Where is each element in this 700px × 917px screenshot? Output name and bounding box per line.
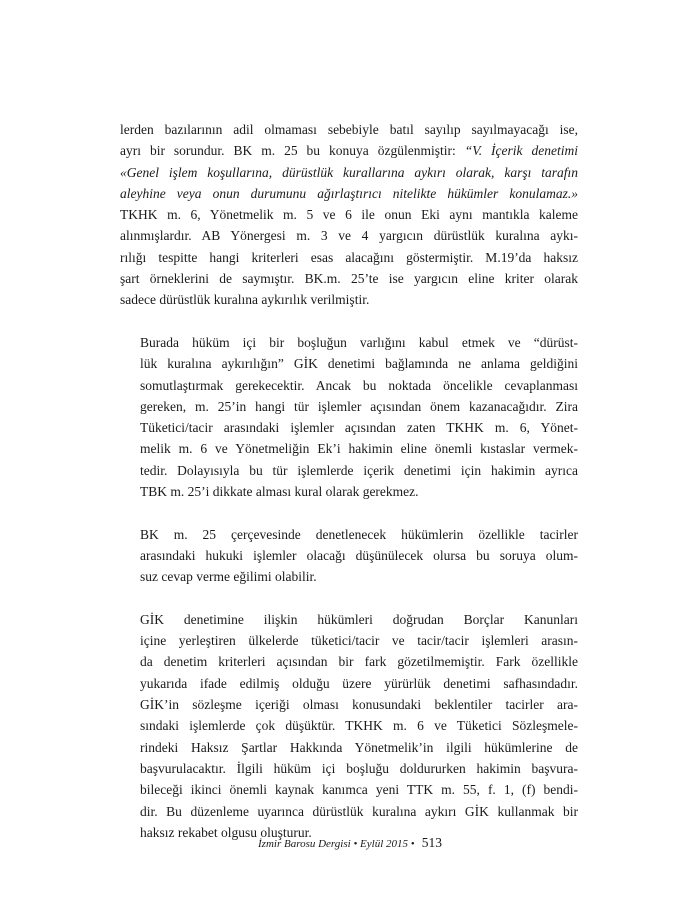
text-segment: Burada hüküm içi bir boşluğun varlığını kabul etmek ve “dürüst- — [140, 334, 578, 350]
text-segment: içine yerleştiren ülkelerde tüketici/tacir ve tacir/tacir işlemleri arasın- — [140, 633, 578, 649]
page-footer — [0, 835, 700, 851]
text-line — [120, 524, 578, 545]
text-segment: alınmışlardır. AB Yönergesi m. 3 ve 4 yargıcın dürüstlük kuralına aykı- — [120, 228, 578, 244]
text-segment: TBK m. 25’i dikkate alması kural olarak gerekmez. — [140, 484, 419, 500]
text-segment: arasındaki hukuki işlemler olacağı düşünülecek olursa bu soruya olum- — [140, 547, 578, 563]
text-line — [120, 481, 578, 502]
text-segment: suz cevap verme eğilimi olabilir. — [140, 569, 317, 585]
text-line — [120, 204, 578, 225]
paragraph-2 — [120, 332, 578, 502]
text-segment: GİK’in sözleşme içeriği olması konusundaki beklentiler tacirler ara- — [140, 697, 578, 713]
text-segment: haksız rekabet olgusu oluşturur. — [140, 824, 312, 840]
text-line — [120, 673, 578, 694]
text-segment: tedir. Dolayısıyla bu tür işlemlerde içerik denetimi için hakimin ayrıca — [140, 462, 578, 478]
text-line — [120, 353, 578, 374]
text-line — [120, 779, 578, 800]
text-segment: şart örneklerini de saymıştır. BK.m. 25’te ise yargıcın eline kriter olarak — [120, 271, 578, 287]
journal-citation: İzmir Barosu Dergisi • Eylül 2015 • — [258, 838, 415, 850]
paragraph-3 — [120, 524, 578, 588]
paragraph-4 — [120, 609, 578, 843]
text-line — [120, 651, 578, 672]
text-line — [120, 758, 578, 779]
text-line — [120, 460, 578, 481]
text-line — [120, 566, 578, 587]
text-line — [120, 375, 578, 396]
italic-quote-segment: «Genel işlem koşullarına, dürüstlük kurallarına aykırı olarak, karşı tarafın — [120, 164, 578, 180]
text-line — [120, 119, 578, 140]
text-segment: yukarıda ifade edilmiş olduğu üzere yürürlük denetimi safhasındadır. — [140, 675, 578, 691]
text-line — [120, 630, 578, 651]
text-segment: GİK denetimine ilişkin hükümleri doğrudan Borçlar Kanunları — [140, 611, 578, 627]
text-segment: TKHK m. 6, Yönetmelik m. 5 ve 6 ile onun Eki aynı mantıkla kaleme — [120, 207, 578, 223]
text-line — [120, 609, 578, 630]
text-segment: bileceği ikinci önemli kaynak kanımca yeni TTK m. 55, f. 1, (f) bendi- — [140, 782, 578, 798]
text-segment: sındaki işlemlerde çok düşüktür. TKHK m. 6 ve Tüketici Sözleşmele- — [140, 718, 578, 734]
text-segment: melik m. 6 ve Yönetmeliğin Ek’i hakimin eline önemli kıstaslar vermek- — [140, 441, 578, 457]
text-segment: ayrı bir sorundur. BK m. 25 bu konuya özgülenmiştir: — [120, 143, 465, 159]
text-line — [120, 268, 578, 289]
text-line — [120, 247, 578, 268]
text-line — [120, 417, 578, 438]
paragraph-1 — [120, 119, 578, 311]
text-segment: da denetim kriterleri açısından bir fark gözetilmemiştir. Fark özellikle — [140, 654, 578, 670]
text-line — [120, 332, 578, 353]
text-segment: lerden bazılarının adil olmaması sebebiyle batıl sayılıp sayılmayacağı ise, — [120, 122, 578, 137]
text-line — [120, 545, 578, 566]
text-line — [120, 694, 578, 715]
text-segment: lük kuralına aykırılığın” GİK denetimi bağlamında ne anlama geldiğini — [140, 356, 578, 372]
text-segment: dir. Bu düzenleme uyarınca dürüstlük kuralına aykırı GİK kullanmak bir — [140, 803, 578, 819]
text-line — [120, 140, 578, 161]
text-segment: BK m. 25 çerçevesinde denetlenecek hükümlerin özellikle tacirler — [140, 526, 578, 542]
text-line — [120, 225, 578, 246]
text-segment: somutlaştırmak gerekecektir. Ancak bu noktada öncelikle cevaplanması — [140, 377, 578, 393]
text-segment: başvurulacaktır. İlgili hüküm içi boşluğu doldururken hakimin başvura- — [140, 760, 578, 776]
text-line — [120, 183, 578, 204]
text-line — [120, 396, 578, 417]
text-segment: sadece dürüstlük kuralına aykırılık verilmiştir. — [120, 292, 370, 308]
document-body — [120, 119, 578, 843]
italic-quote-segment: “V. İçerik denetimi — [464, 143, 578, 159]
text-line — [120, 715, 578, 736]
text-line — [120, 737, 578, 758]
text-segment: rılığı tespitte hangi kriterleri esas alacağını göstermiştir. M.19’da haksız — [120, 249, 578, 265]
page-number: 513 — [421, 835, 442, 850]
text-line — [120, 289, 578, 310]
text-segment: Tüketici/tacir arasındaki işlemler açısından zaten TKHK m. 6, Yönet- — [140, 420, 578, 436]
text-segment: rindeki Haksız Şartlar Hakkında Yönetmelik’in ilgili hükümlerine de — [140, 739, 578, 755]
text-line — [120, 162, 578, 183]
text-line — [120, 438, 578, 459]
text-segment: gereken, m. 25’in hangi tür işlemler açısından önem kazanacağıdır. Zira — [140, 398, 578, 414]
text-line — [120, 801, 578, 822]
italic-quote-segment: aleyhine veya onun durumunu ağırlaştırıcı nitelikte hükümler konulamaz.» — [120, 185, 578, 201]
